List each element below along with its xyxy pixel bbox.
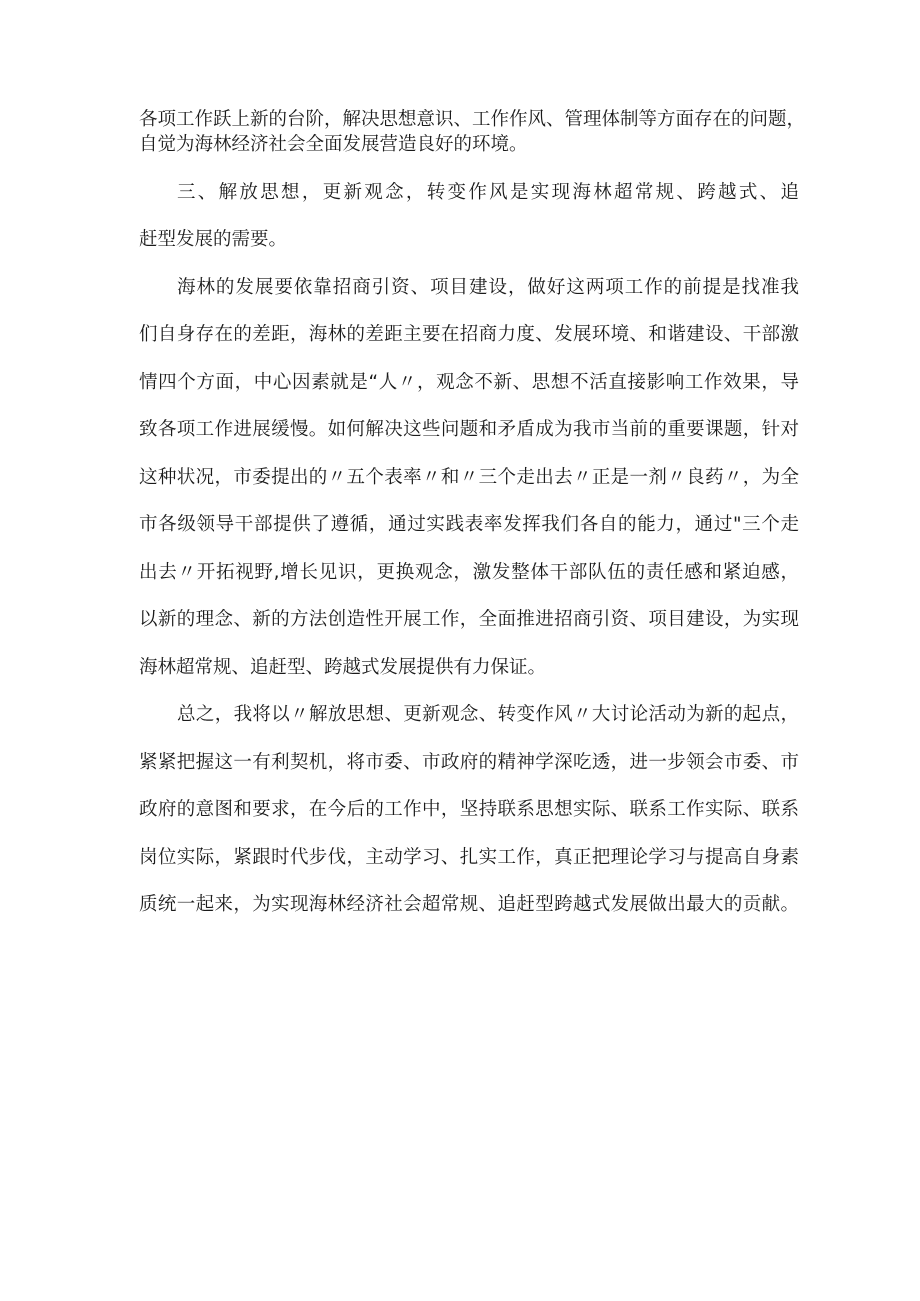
- text-line: 出去〃开拓视野,增长见识，更换观念，激发整体干部队伍的责任感和紧迫感，: [139, 562, 799, 583]
- text-line: 各项工作跃上新的台阶，解决思想意识、工作作风、管理体制等方面存在的问题，: [139, 109, 806, 130]
- text-line: 们自身存在的差距，海林的差距主要在招商力度、发展环境、和谐建设、干部激: [139, 324, 799, 345]
- text-line: 自觉为海林经济社会全面发展营造良好的环境。: [139, 134, 528, 155]
- text-line: 致各项工作进展缓慢。如何解决这些问题和矛盾成为我市当前的重要课题，针对: [139, 419, 799, 440]
- text-line: 三、解放思想，更新观念，转变作风是实现海林超常规、跨越式、追: [177, 182, 799, 203]
- text-line: 这种状况，市委提出的〃五个表率〃和〃三个走出去〃正是一剂〃良药〃，为全: [139, 467, 799, 488]
- text-line: 海林的发展要依靠招商引资、项目建设，做好这两项工作的前提是找准我: [177, 277, 799, 298]
- text-line: 市各级领导干部提供了遵循，通过实践表率发挥我们各自的能力，通过"三个走: [139, 514, 799, 535]
- text-line: 紧紧把握这一有利契机，将市委、市政府的精神学深吃透，进一步领会市委、市: [139, 752, 799, 773]
- text-line: 政府的意图和要求，在今后的工作中，坚持联系思想实际、联系工作实际、联系: [139, 799, 799, 820]
- text-line: 海林超常规、追赶型、跨越式发展提供有力保证。: [139, 657, 547, 678]
- text-line: 岗位实际，紧跟时代步伐，主动学习、扎实工作，真正把理论学习与提高自身素: [139, 847, 799, 868]
- text-line: 赶型发展的需要。: [139, 229, 288, 250]
- text-line: 以新的理念、新的方法创造性开展工作，全面推进招商引资、项目建设，为实现: [139, 609, 799, 630]
- text-line: 情四个方面，中心因素就是“人〃，观念不新、思想不活直接影响工作效果，导: [139, 372, 799, 393]
- text-line: 质统一起来，为实现海林经济社会超常规、追赶型跨越式发展做出最大的贡献。: [139, 894, 799, 915]
- text-line: 总之，我将以〃解放思想、更新观念、转变作风〃大讨论活动为新的起点，: [177, 704, 799, 725]
